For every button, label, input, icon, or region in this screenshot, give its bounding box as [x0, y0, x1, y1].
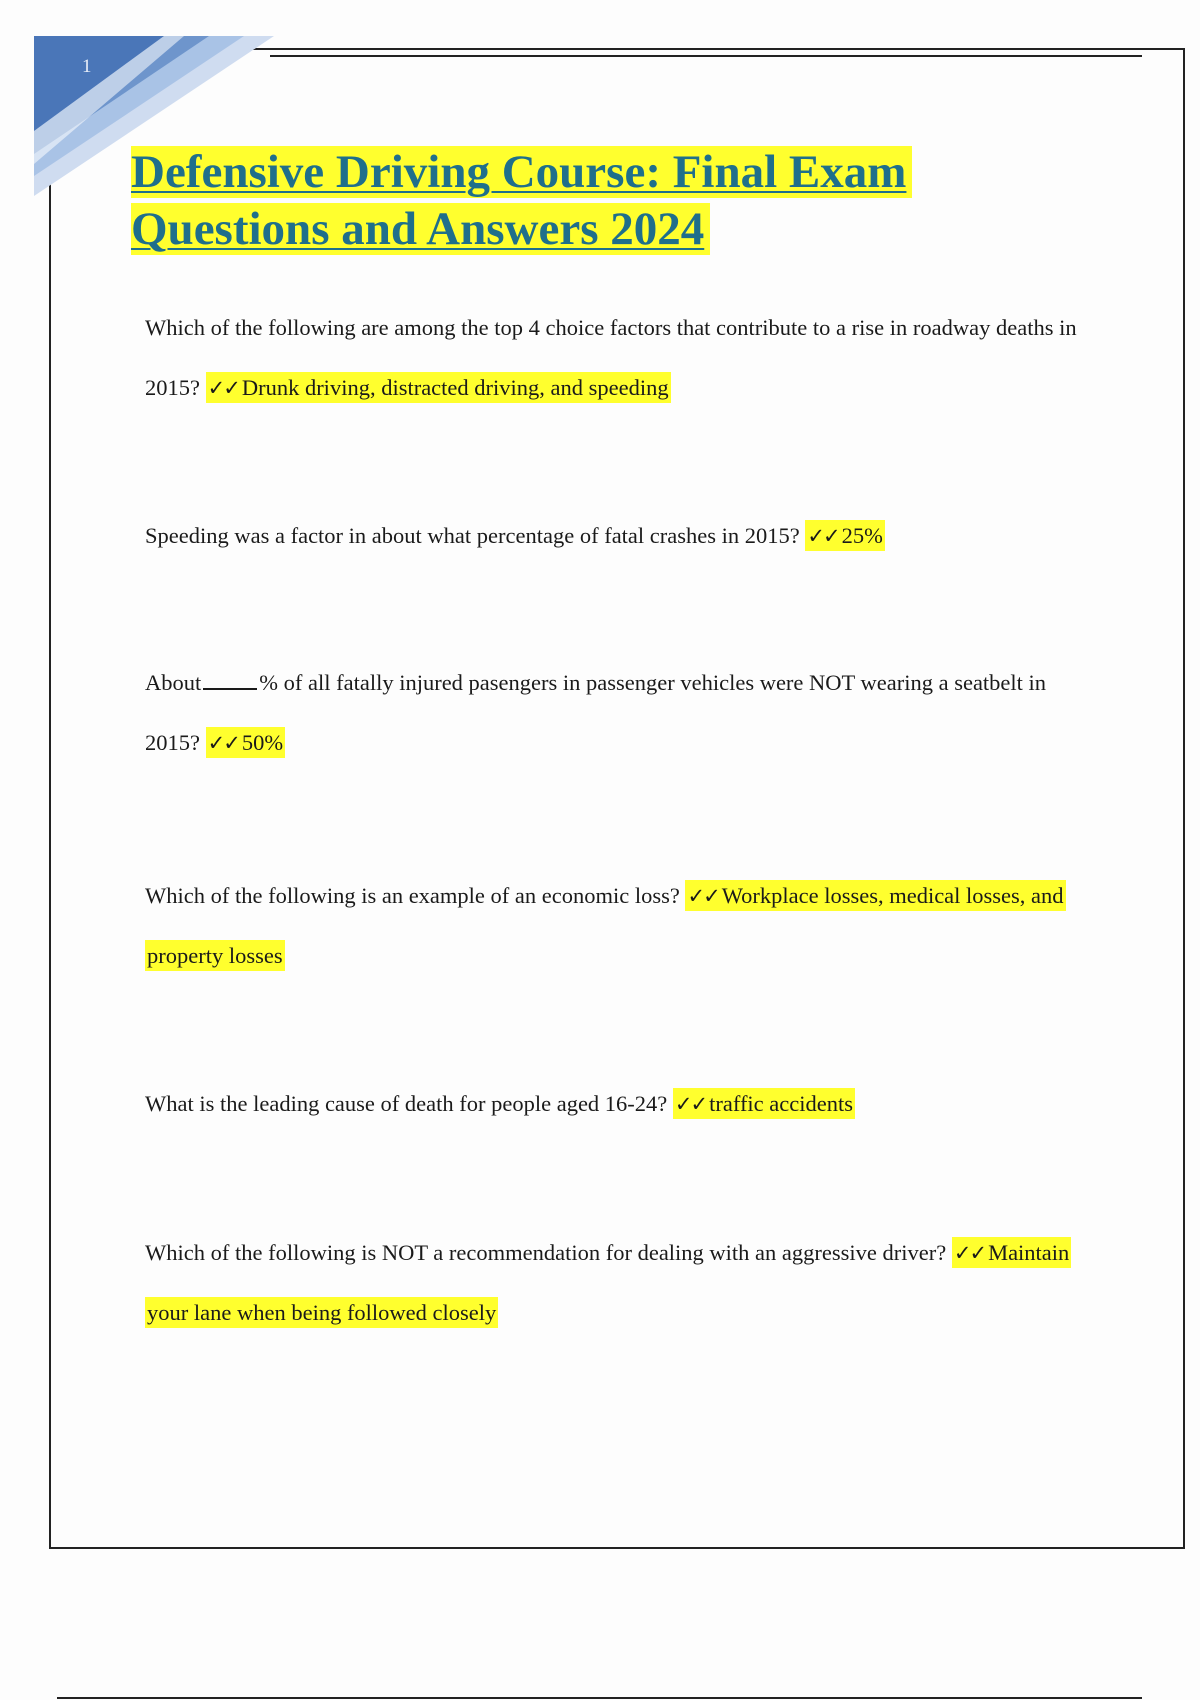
question-text: Which of the following is NOT a recommendation for dealing with an aggressive driver? — [145, 1240, 947, 1265]
answer-text: Workplace losses, medical losses, and property losses — [147, 883, 1064, 968]
double-check-icon: ✓✓ — [953, 1241, 986, 1265]
answer-text: 25% — [841, 523, 883, 548]
answer-highlight — [673, 1088, 855, 1119]
question-text-end: % of all fatally injured pasengers in passenger vehicles were NOT wearing a seatbelt in 2015? — [145, 670, 1047, 755]
page-number: 1 — [82, 56, 92, 77]
double-check-icon: ✓✓ — [674, 1092, 707, 1116]
question-text: Which of the following is an example of an economic loss? — [145, 883, 680, 908]
qa-item-5 — [145, 1074, 1095, 1134]
answer-highlight — [805, 520, 884, 551]
document-title — [131, 144, 991, 258]
answer-text: traffic accidents — [709, 1091, 854, 1116]
qa-item-2 — [145, 506, 1095, 566]
question-text-start: About — [145, 670, 202, 695]
header-rule — [270, 55, 1142, 57]
answer-highlight — [206, 727, 285, 758]
fill-in-blank-line — [203, 670, 257, 690]
footer-rule — [57, 1697, 1142, 1699]
answer-text: Maintain your lane when being followed closely — [147, 1240, 1070, 1325]
double-check-icon: ✓✓ — [207, 731, 239, 755]
answer-highlight — [206, 372, 671, 403]
qa-item-3 — [145, 653, 1095, 773]
double-check-icon: ✓✓ — [207, 376, 239, 400]
question-text: Which of the following are among the top 4 choice factors that contribute to a rise in roadway deaths in 2015? — [145, 315, 1077, 400]
answer-text: 50% — [241, 730, 284, 755]
title-text: Defensive Driving Course: Final Exam Questions and Answers 2024 — [131, 146, 912, 255]
question-text: Speeding was a factor in about what percentage of fatal crashes in 2015? — [145, 523, 800, 548]
qa-item-1 — [145, 298, 1095, 418]
qa-item-6 — [145, 1223, 1095, 1343]
double-check-icon: ✓✓ — [807, 524, 839, 548]
double-check-icon: ✓✓ — [687, 884, 719, 908]
answer-text: Drunk driving, distracted driving, and speeding — [241, 375, 669, 400]
question-text: What is the leading cause of death for people aged 16-24? — [145, 1091, 668, 1116]
qa-item-4 — [145, 866, 1095, 986]
